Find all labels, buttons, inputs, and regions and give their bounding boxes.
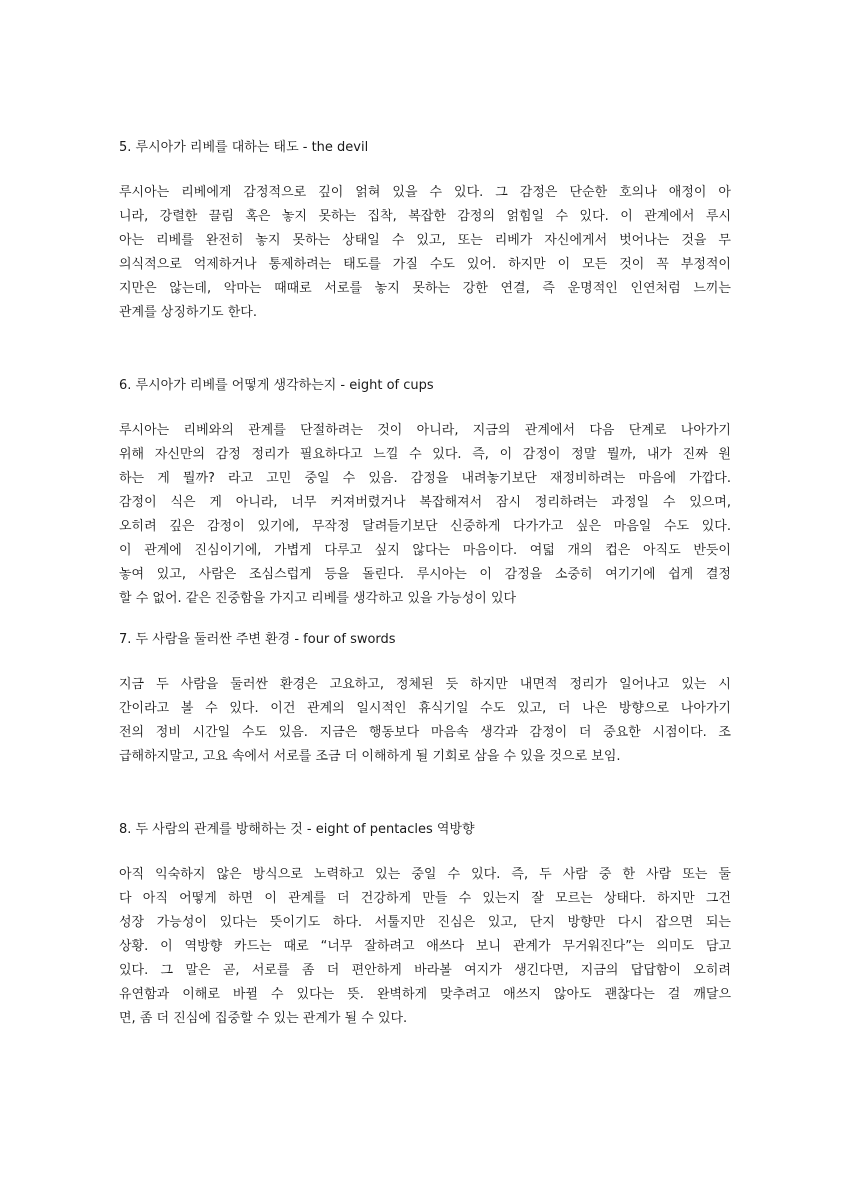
paragraph-line: 루시아는 리베에게 감정적으로 깊이 얽혀 있을 수 있다. 그 감정은 단순한 호의나 애정이 아 bbox=[119, 185, 731, 200]
paragraph-line: 아는 리베를 완전히 놓지 못하는 상태일 수 있고, 또는 리베가 자신에게서 벗어나는 것을 무 bbox=[119, 233, 731, 248]
section-6-paragraph bbox=[119, 419, 731, 611]
paragraph-line: 전의 정비 시간일 수도 있음. 지금은 행동보다 마음속 생각과 감정이 더 중요한 시점이다. 조 bbox=[119, 725, 731, 740]
section-6-heading: 6. 루시아가 리베를 어떻게 생각하는지 - eight of cups bbox=[119, 378, 434, 393]
paragraph-line: 아직 익숙하지 않은 방식으로 노력하고 있는 중일 수 있다. 즉, 두 사람 중 한 사람 또는 둘 bbox=[119, 867, 731, 882]
paragraph-line: 오히려 깊은 감정이 있기에, 무작정 달려들기보단 신중하게 다가가고 싶은 마음일 수도 있다. bbox=[119, 519, 731, 534]
paragraph-line: 다 아직 어떻게 하면 이 관계를 더 건강하게 만들 수 있는지 잘 모르는 상태다. 하지만 그건 bbox=[119, 891, 731, 906]
paragraph-line: 이 관계에 진심이기에, 가볍게 다루고 싶지 않다는 마음이다. 여덟 개의 컵은 아직도 반듯이 bbox=[119, 543, 731, 558]
section-5-paragraph bbox=[119, 181, 731, 325]
paragraph-line: 위해 자신만의 감정 정리가 필요하다고 느낄 수 있다. 즉, 이 감정이 정말 뭘까, 내가 진짜 원 bbox=[119, 447, 731, 462]
paragraph-line: 할 수 없어. 같은 진중함을 가지고 리베를 생각하고 있을 가능성이 있다 bbox=[119, 591, 517, 606]
paragraph-line: 지만은 않는데, 악마는 때때로 서로를 놓지 못하는 강한 연결, 즉 운명적인 인연처럼 느끼는 bbox=[119, 281, 731, 296]
paragraph-line: 루시아는 리베와의 관계를 단절하려는 것이 아니라, 지금의 관계에서 다음 단계로 나아가기 bbox=[119, 423, 731, 438]
paragraph-line: 니라, 강렬한 끌림 혹은 놓지 못하는 집착, 복잡한 감정의 얽힘일 수 있다. 이 관계에서 루시 bbox=[119, 209, 731, 224]
section-8-paragraph bbox=[119, 863, 731, 1031]
paragraph-line: 관계를 상징하기도 한다. bbox=[119, 305, 257, 320]
paragraph-line: 감정이 식은 게 아니라, 너무 커져버렸거나 복잡해져서 잠시 정리하려는 과정일 수 있으며, bbox=[119, 495, 731, 510]
section-7-paragraph bbox=[119, 673, 731, 769]
document-body bbox=[119, 138, 731, 1031]
paragraph-line: 놓여 있고, 사람은 조심스럽게 등을 돌린다. 루시아는 이 감정을 소중히 여기기에 쉽게 결정 bbox=[119, 567, 731, 582]
paragraph-line: 의식적으로 억제하거나 통제하려는 태도를 가질 수도 있어. 하지만 이 모든 것이 꼭 부정적이 bbox=[119, 257, 731, 272]
paragraph-line: 간이라고 볼 수 있다. 이건 관계의 일시적인 휴식기일 수도 있고, 더 나은 방향으로 나아가기 bbox=[119, 701, 731, 716]
paragraph-line: 면, 좀 더 진심에 집중할 수 있는 관계가 될 수 있다. bbox=[119, 1011, 408, 1026]
paragraph-line: 유연함과 이해로 바뀔 수 있다는 뜻. 완벽하게 맞추려고 애쓰지 않아도 괜찮다는 걸 깨달으 bbox=[119, 987, 731, 1002]
section-5-heading: 5. 루시아가 리베를 대하는 태도 - the devil bbox=[119, 140, 369, 155]
paragraph-line: 하는 게 뭘까? 라고 고민 중일 수 있음. 감정을 내려놓기보단 재정비하려는 마음에 가깝다. bbox=[119, 471, 731, 486]
paragraph-line: 급해하지말고, 고요 속에서 서로를 조금 더 이해하게 될 기회로 삼을 수 있을 것으로 보임. bbox=[119, 749, 621, 764]
paragraph-line: 지금 두 사람을 둘러싼 환경은 고요하고, 정체된 듯 하지만 내면적 정리가 일어나고 있는 시 bbox=[119, 677, 731, 692]
section-8-heading: 8. 두 사람의 관계를 방해하는 것 - eight of pentacles 역방향 bbox=[119, 822, 475, 837]
paragraph-line: 상황. 이 역방향 카드는 때로 “너무 잘하려고 애쓰다 보니 관계가 무거워진다”는 의미도 담고 bbox=[119, 939, 731, 954]
paragraph-line: 있다. 그 말은 곧, 서로를 좀 더 편안하게 바라볼 여지가 생긴다면, 지금의 답답함이 오히려 bbox=[119, 963, 731, 978]
section-7-heading: 7. 두 사람을 둘러싼 주변 환경 - four of swords bbox=[119, 632, 396, 647]
paragraph-line: 성장 가능성이 있다는 뜻이기도 하다. 서툴지만 진심은 있고, 단지 방향만 다시 잡으면 되는 bbox=[119, 915, 731, 930]
